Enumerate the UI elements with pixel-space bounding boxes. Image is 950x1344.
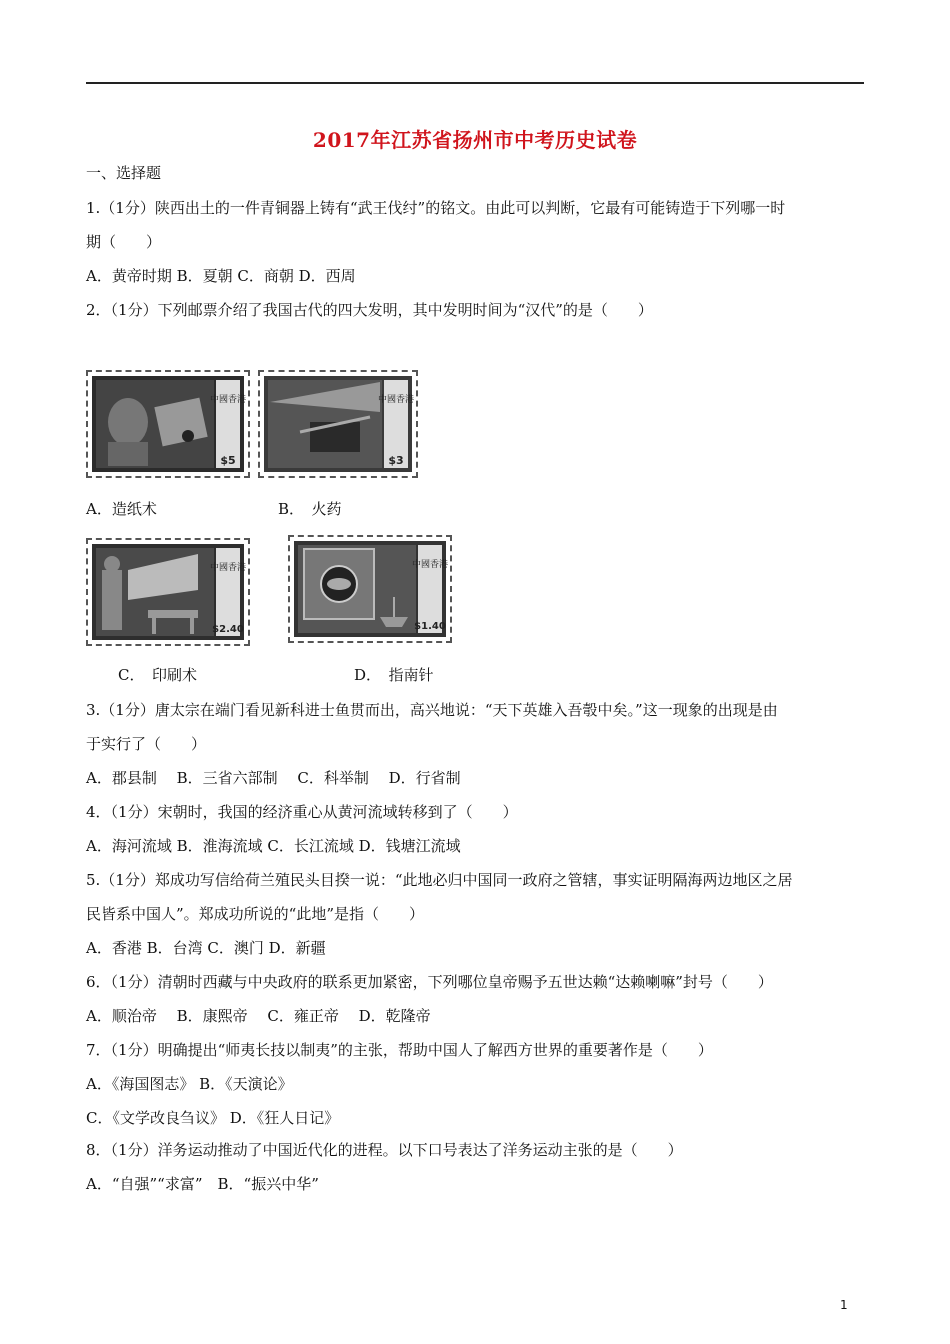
stamp-gunpowder <box>258 370 418 478</box>
stamp-printing <box>86 538 250 646</box>
q5-options: A．香港 B．台湾 C．澳门 D．新疆 <box>86 939 326 957</box>
compass-stamp-icon <box>290 537 450 641</box>
q7-options-ab: A．《海国图志》 B．《天演论》 <box>86 1075 293 1093</box>
stamp-a-value: $5 <box>220 454 236 467</box>
q1-options: A．黄帝时期 B．夏朝 C．商朝 D．西周 <box>86 267 356 285</box>
q5-stem-line2: 民皆系中国人”。郑成功所说的“此地”是指（ ） <box>86 905 425 923</box>
exam-title: 2017年江苏省扬州市中考历史试卷 <box>312 128 638 152</box>
stamp-c-country: 中國香港 <box>209 563 247 573</box>
header-rule <box>86 82 864 84</box>
stamp-b-value: $3 <box>388 454 404 467</box>
papermaking-stamp-icon <box>88 372 248 476</box>
section-heading: 一、选择题 <box>86 164 162 182</box>
printing-stamp-icon <box>88 540 248 644</box>
stamp-compass <box>288 535 452 643</box>
q4-stem: 4．（1分）宋朝时，我国的经济重心从黄河流域转移到了（ ） <box>86 803 518 821</box>
q2-option-d: D． 指南针 <box>354 666 434 684</box>
stamp-papermaking <box>86 370 250 478</box>
q2-stem: 2．（1分）下列邮票介绍了我国古代的四大发明，其中发明时间为“汉代”的是（ ） <box>86 301 653 319</box>
q2-option-c: C． 印刷术 <box>118 666 197 684</box>
q8-stem: 8．（1分）洋务运动推动了中国近代化的进程。以下口号表达了洋务运动主张的是（ ） <box>86 1141 683 1159</box>
stamp-d-country: 中國香港 <box>411 560 449 570</box>
q3-stem-line1: 3.（1分）唐太宗在端门看见新科进士鱼贯而出，高兴地说：“天下英雄入吾彀中矣。”这一现象的出现是由 <box>86 701 778 719</box>
q2-option-a: A．造纸术 <box>86 500 157 518</box>
q2-option-b: B． 火药 <box>278 500 342 518</box>
stamp-d-value: $1.40 <box>414 621 446 632</box>
stamp-a-country: 中國香港 <box>209 395 247 405</box>
gunpowder-stamp-icon <box>260 372 416 476</box>
q5-stem-line1: 5.（1分）郑成功写信给荷兰殖民头目揆一说：“此地必归中国同一政府之管辖，事实证明隔海两边地区之居 <box>86 871 793 889</box>
q1-stem-line2: 期（ ） <box>86 233 162 251</box>
q3-stem-line2: 于实行了（ ） <box>86 735 207 753</box>
q4-options: A．海河流域 B．淮海流域 C．长江流域 D．钱塘江流域 <box>86 837 461 855</box>
stamp-c-value: $2.40 <box>212 624 244 635</box>
q3-options: A．郡县制 B．三省六部制 C．科举制 D．行省制 <box>86 769 461 787</box>
q8-options: A．“自强”“求富” B．“振兴中华” <box>86 1175 319 1193</box>
stamp-b-country: 中國香港 <box>377 395 415 405</box>
q7-options-cd: C．《文学改良刍议》 D．《狂人日记》 <box>86 1109 340 1127</box>
q7-stem: 7．（1分）明确提出“师夷长技以制夷”的主张，帮助中国人了解西方世界的重要著作是（ ） <box>86 1041 713 1059</box>
q1-stem-line1: 1.（1分）陕西出土的一件青铜器上铸有“武王伐纣”的铭文。由此可以判断，它最有可能铸造于下列哪一时 <box>86 199 786 217</box>
page-number: 1 <box>840 1298 848 1312</box>
q6-options: A．顺治帝 B．康熙帝 C．雍正帝 D．乾隆帝 <box>86 1007 431 1025</box>
q6-stem: 6．（1分）清朝时西藏与中央政府的联系更加紧密，下列哪位皇帝赐予五世达赖“达赖喇嘛”封号（ ） <box>86 973 773 991</box>
